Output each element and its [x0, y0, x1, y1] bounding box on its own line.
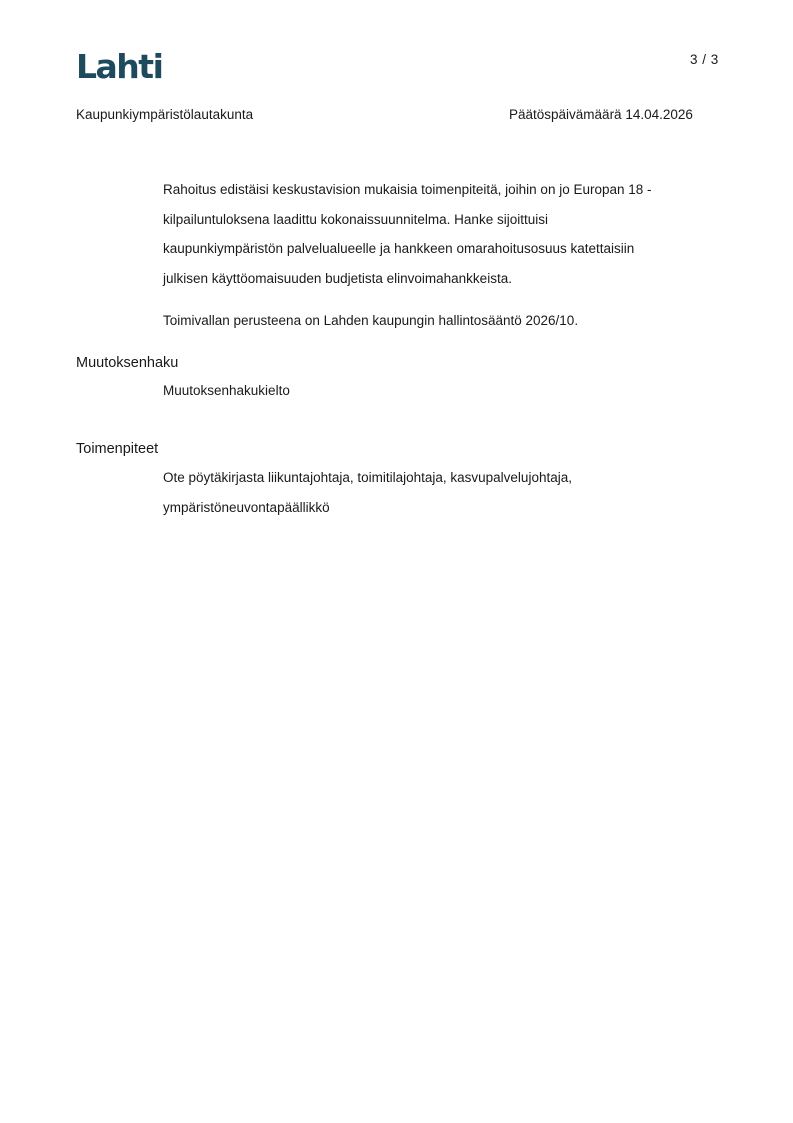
appeal-text: Muutoksenhakukielto: [163, 383, 290, 398]
paragraph-line: Rahoitus edistäisi keskustavision mukaisia toimenpiteitä, joihin on jo Europan 18 -: [163, 182, 652, 197]
appeal-heading: Muutoksenhaku: [76, 355, 179, 371]
actions-heading: Toimenpiteet: [76, 441, 159, 457]
actions-text: [163, 463, 713, 522]
decision-date: Päätöspäivämäärä 14.04.2026: [509, 107, 693, 122]
funding-paragraph: [163, 175, 713, 293]
committee-name: Kaupunkiympäristölautakunta: [76, 107, 254, 122]
page-number: 3 / 3: [690, 52, 719, 67]
logo-wordmark: Lahti: [76, 48, 163, 82]
lahti-logo: [76, 48, 168, 82]
actions-line: Ote pöytäkirjasta liikuntajohtaja, toimitilajohtaja, kasvupalvelujohtaja,: [163, 470, 572, 485]
paragraph-line: julkisen käyttöomaisuuden budjetista elinvoimahankkeista.: [163, 270, 512, 286]
actions-line: ympäristöneuvontapäällikkö: [163, 499, 330, 515]
paragraph-line: kaupunkiympäristön palvelualueelle ja hankkeen omarahoitusosuus katettaisiin: [163, 241, 635, 256]
authority-paragraph: Toimivallan perusteena on Lahden kaupungin hallintosääntö 2026/10.: [163, 313, 579, 328]
paragraph-line: kilpailuntuloksena laadittu kokonaissuunnitelma. Hanke sijoittuisi: [163, 211, 548, 227]
